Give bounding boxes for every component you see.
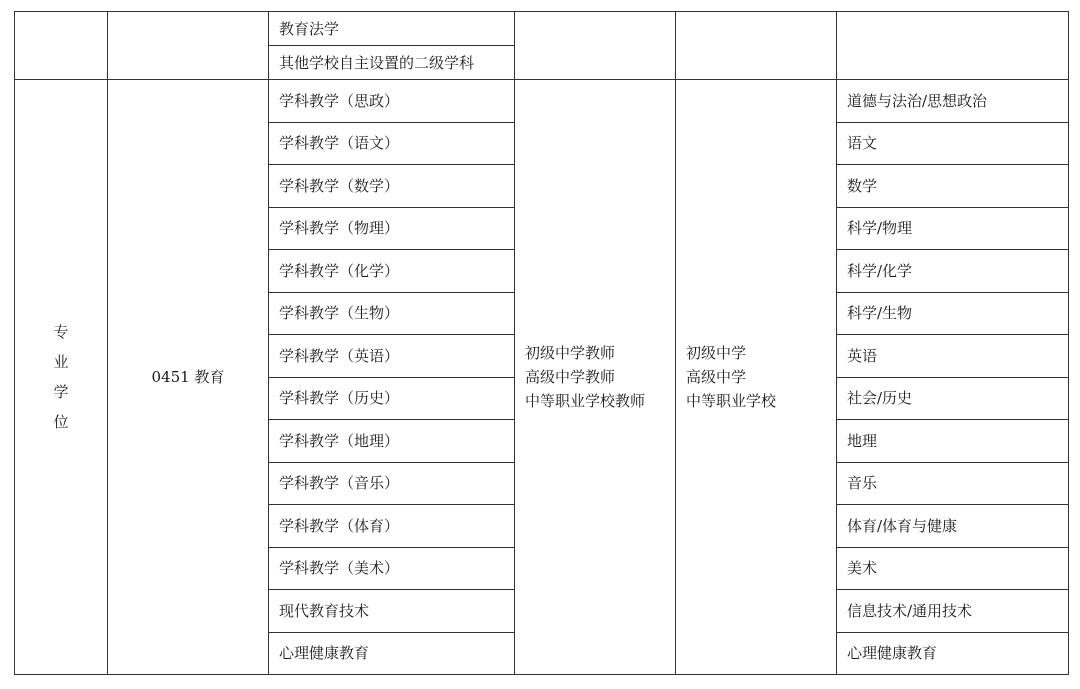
subject-cell: 科学/物理 <box>837 207 1069 250</box>
teacher-level: 初级中学教师 <box>525 344 616 362</box>
degree-type-char: 学 <box>53 383 69 401</box>
direction-cell: 学科教学（化学） <box>269 250 515 293</box>
subject-cell: 科学/生物 <box>837 292 1069 335</box>
direction-cell: 学科教学（生物） <box>269 292 515 335</box>
empty-cell <box>676 12 837 80</box>
school-level: 初级中学 <box>686 344 747 362</box>
subject-cell: 美术 <box>837 547 1069 590</box>
direction-cell: 教育法学 <box>269 12 515 46</box>
degree-type-char: 位 <box>53 413 69 431</box>
discipline-cell: 0451 教育 <box>108 80 269 675</box>
school-level: 中等职业学校 <box>686 392 777 410</box>
teacher-level: 中等职业学校教师 <box>525 392 646 410</box>
direction-cell: 学科教学（思政） <box>269 80 515 123</box>
subject-cell: 地理 <box>837 420 1069 463</box>
direction-cell: 学科教学（语文） <box>269 122 515 165</box>
direction-cell: 学科教学（地理） <box>269 420 515 463</box>
degree-type-char: 专 <box>53 323 69 341</box>
subject-cell: 信息技术/通用技术 <box>837 590 1069 633</box>
direction-cell: 学科教学（物理） <box>269 207 515 250</box>
empty-cell <box>837 12 1069 80</box>
teacher-level: 高级中学教师 <box>525 368 616 386</box>
subject-cell: 体育/体育与健康 <box>837 505 1069 548</box>
direction-cell: 学科教学（体育） <box>269 505 515 548</box>
subject-cell: 道德与法治/思想政治 <box>837 80 1069 123</box>
direction-cell: 现代教育技术 <box>269 590 515 633</box>
teacher-level-cell <box>515 80 676 675</box>
table-row <box>15 80 1069 123</box>
school-level-cell <box>676 80 837 675</box>
subject-cell: 语文 <box>837 122 1069 165</box>
subject-cell: 心理健康教育 <box>837 632 1069 675</box>
subject-cell: 英语 <box>837 335 1069 378</box>
direction-cell: 学科教学（历史） <box>269 377 515 420</box>
degree-type-char: 业 <box>53 353 69 371</box>
direction-cell: 学科教学（音乐） <box>269 462 515 505</box>
subject-cell: 科学/化学 <box>837 250 1069 293</box>
direction-cell: 学科教学（英语） <box>269 335 515 378</box>
empty-cell <box>515 12 676 80</box>
direction-cell: 学科教学（数学） <box>269 165 515 208</box>
degree-subject-table <box>14 11 1069 675</box>
degree-type-cell <box>15 80 108 675</box>
subject-cell: 音乐 <box>837 462 1069 505</box>
empty-cell <box>108 12 269 80</box>
subject-cell: 社会/历史 <box>837 377 1069 420</box>
table-row <box>15 12 1069 46</box>
empty-cell <box>15 12 108 80</box>
subject-cell: 数学 <box>837 165 1069 208</box>
direction-cell: 学科教学（美术） <box>269 547 515 590</box>
school-level: 高级中学 <box>686 368 747 386</box>
direction-cell: 心理健康教育 <box>269 632 515 675</box>
direction-cell: 其他学校自主设置的二级学科 <box>269 46 515 80</box>
